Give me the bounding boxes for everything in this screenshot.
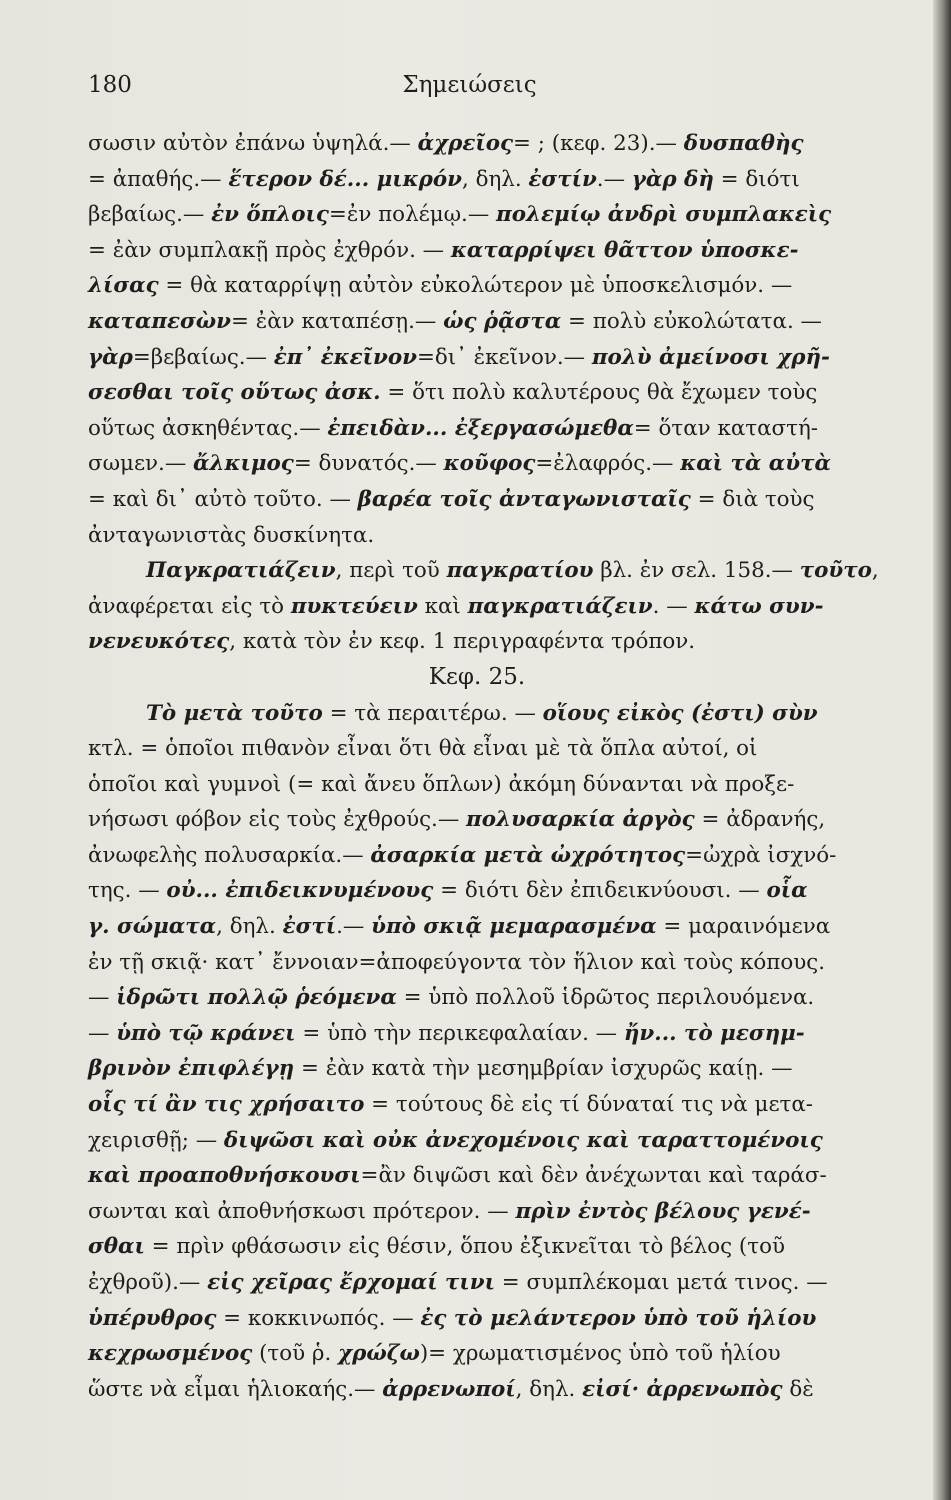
lemma-term: σεσθαι τοῖς οὕτως ἀσκ. <box>88 380 381 406</box>
text-line: σωνται καὶ ἀποθνήσκωσι πρότερον. — πρὶν ἐντὸς βέλους γενέ- <box>88 1198 811 1224</box>
text-line: της. — οὐ... ἐπιδεικνυμένους = διότι δὲν ἐπιδεικνύουσι. — οἷα <box>88 878 808 904</box>
lemma-term: ἄλκιμος <box>193 451 294 477</box>
text-line: σωσιν αὐτὸν ἐπάνω ὑψηλά.— ἀχρεῖος= ; (κεφ. 23).— δυσπαθὴς <box>88 131 804 156</box>
text-line: γ. σώματα, δηλ. ἐστί.— ὑπὸ σκιᾷ μεμαρασμένα = μαραινόμενα <box>88 914 831 940</box>
text-line: καταπεσὼν= ἐὰν καταπέσῃ.— ὡς ῥᾷστα = πολὺ εὐκολώτατα. — <box>88 308 822 334</box>
lemma-term: ἐπ᾽ ἐκεῖνον <box>273 344 417 370</box>
text-line: σεσθαι τοῖς οὕτως ἀσκ. = ὅτι πολὺ καλυτέρους θὰ ἔχωμεν τοὺς <box>88 380 818 406</box>
lemma-term: ἤν... τὸ μεσημ- <box>623 1020 805 1046</box>
lemma-term: διψῶσι καὶ οὐκ ἀνεχομένοις καὶ ταραττομένοις <box>223 1127 823 1153</box>
lemma-term: πρὶν ἐντὸς βέλους γενέ- <box>515 1198 811 1224</box>
lemma-term: καὶ τὰ αὐτὰ <box>680 451 831 477</box>
lemma-term: εἰς χεῖρας ἔρχομαί τινι <box>207 1270 495 1295</box>
lemma-term: ὑπὸ σκιᾷ μεμαρασμένα <box>371 914 657 940</box>
text-line: οὕτως ἀσκηθέντας.— ἐπειδὰν... ἐξεργασώμεθα= ὅταν καταστή- <box>88 415 819 441</box>
lemma-term: ἐπειδὰν... ἐξεργασώμεθα <box>327 415 634 441</box>
lemma-term: οἵους εἰκὸς (ἐστι) σὺν <box>542 700 818 726</box>
lemma-term: βαρέα τοῖς ἀνταγωνισταῖς <box>357 486 691 512</box>
lemma-term: βρινὸν ἐπιφλέγῃ <box>88 1056 295 1082</box>
lemma-term: σθαι <box>88 1234 145 1260</box>
lemma-term: πυκτεύειν <box>290 593 418 619</box>
lemma-term: ἐν ὅπλοις <box>211 202 329 228</box>
lemma-term: πολὺ ἀμείνοσι χρῆ- <box>591 344 830 370</box>
text-line: ἐχθροῦ).— εἰς χεῖρας ἔρχομαί τινι = συμπλέκομαι μετά τινος. — <box>88 1270 828 1295</box>
lemma-term: πολεμίῳ ἀνδρὶ συμπλακεὶς <box>496 202 832 228</box>
lemma-term: γὰρ δὴ <box>631 166 714 192</box>
text-line: = ἐὰν συμπλακῇ πρὸς ἐχθρόν. — καταρρίψει θᾶττον ὑποσκε- <box>88 237 799 263</box>
text-line: ἀνταγωνιστὰς δυσκίνητα. <box>88 522 375 548</box>
text-line: Παγκρατιάζειν, περὶ τοῦ παγκρατίου βλ. ἐν σελ. 158.— τοῦτο, <box>146 558 879 584</box>
lemma-term: ὑπέρυθρος <box>88 1305 217 1331</box>
lemma-term: λίσας <box>88 273 159 299</box>
lemma-term: καταρρίψει θᾶττον ὑποσκε- <box>450 237 799 263</box>
text-line: ἀνωφελὴς πολυσαρκία.— ἀσαρκία μετὰ ὠχρότητος=ὠχρὰ ἰσχνό- <box>88 842 837 868</box>
running-head: Σημειώσεις <box>402 72 537 98</box>
lemma-term: ἐστίν <box>528 166 597 192</box>
lemma-term: ἀσαρκία μετὰ ὠχρότητος <box>370 842 686 868</box>
text-line: ἀναφέρεται εἰς τὸ πυκτεύειν καὶ παγκρατιάζειν. — κάτω συν- <box>88 593 824 619</box>
text-line: κεχρωσμένος (τοῦ ῥ. χρώζω)= χρωματισμένος ὑπὸ τοῦ ἡλίου <box>88 1341 781 1367</box>
lemma-term: πολυσαρκία ἀργὸς <box>466 807 695 833</box>
lemma-term: κοῦφος <box>443 451 536 477</box>
page-body-text <box>88 126 879 1407</box>
text-line: ὑπέρυθρος = κοκκινωπός. — ἐς τὸ μελάντερον ὑπὸ τοῦ ἡλίου <box>88 1305 817 1331</box>
lemma-term: γὰρ <box>88 344 133 370</box>
page-number: 180 <box>88 72 132 98</box>
lemma-term: οἷς τί ἂν τις χρήσαιτο <box>88 1092 365 1118</box>
lemma-term: καταπεσὼν <box>88 308 231 334</box>
chapter-heading: Κεφ. 25. <box>428 663 526 690</box>
lemma-term: κάτω συν- <box>694 593 824 619</box>
text-line: χειρισθῇ; — διψῶσι καὶ οὐκ ἀνεχομένοις καὶ ταραττομένοις <box>88 1127 823 1153</box>
page-edge-shadow <box>933 0 951 1500</box>
text-line: λίσας = θὰ καταρρίψῃ αὐτὸν εὐκολώτερον μὲ ὑποσκελισμόν. — <box>88 273 793 299</box>
text-line: βεβαίως.— ἐν ὅπλοις=ἐν πολέμῳ.— πολεμίῳ ἀνδρὶ συμπλακεὶς <box>88 202 832 228</box>
lemma-term: ἕτερον δέ... μικρόν <box>228 166 462 192</box>
lemma-term: ἐς τὸ μελάντερον ὑπὸ τοῦ ἡλίου <box>420 1305 817 1331</box>
text-line: σωμεν.— ἄλκιμος= δυνατός.— κοῦφος=ἐλαφρός.— καὶ τὰ αὐτὰ <box>88 451 831 477</box>
lemma-term: ὡς ῥᾷστα <box>443 308 562 334</box>
text-line: — ὑπὸ τῷ κράνει = ὑπὸ τὴν περικεφαλαίαν. — ἤν... τὸ μεσημ- <box>88 1020 805 1046</box>
lemma-term: εἰσί· ἀρρενωπὸς <box>582 1376 783 1402</box>
lemma-term: χρώζω <box>338 1341 420 1367</box>
lemma-term: οἷα <box>766 878 808 904</box>
text-line: = καὶ δι᾽ αὐτὸ τοῦτο. — βαρέα τοῖς ἀνταγωνισταῖς = διὰ τοὺς <box>88 486 815 512</box>
lemma-term: νενευκότες <box>88 629 230 655</box>
lemma-term: κεχρωσμένος <box>88 1341 253 1367</box>
lemma-term: τοῦτο <box>799 558 872 584</box>
text-line: ἐν τῇ σκιᾷ· κατ᾽ ἔννοιαν=ἀποφεύγοντα τὸν ἥλιον καὶ τοὺς κόπους. <box>88 949 826 975</box>
text-line: ὥστε νὰ εἶμαι ἡλιοκαής.— ἀρρενωποί, δηλ. εἰσί· ἀρρενωπὸς δὲ <box>88 1376 814 1402</box>
text-line: νενευκότες, κατὰ τὸν ἐν κεφ. 1 περιγραφέντα τρόπον. <box>88 629 696 655</box>
lemma-term: ἀρρενωποί <box>382 1376 516 1402</box>
lemma-term: καὶ προαποθνήσκουσι <box>88 1163 361 1189</box>
text-line: σθαι = πρὶν φθάσωσιν εἰς θέσιν, ὅπου ἐξικνεῖται τὸ βέλος (τοῦ <box>88 1234 785 1260</box>
text-line: ὁποῖοι καὶ γυμνοὶ (= καὶ ἄνευ ὅπλων) ἀκόμη δύνανται νὰ προξε- <box>88 771 795 797</box>
text-line: οἷς τί ἂν τις χρήσαιτο = τούτους δὲ εἰς τί δύναταί τις νὰ μετα- <box>88 1092 814 1118</box>
lemma-term: παγκρατίου <box>446 558 594 584</box>
text-line: Τὸ μετὰ τοῦτο = τὰ περαιτέρω. — οἵους εἰκὸς (ἐστι) σὺν <box>146 700 818 726</box>
text-line: βρινὸν ἐπιφλέγῃ = ἐὰν κατὰ τὴν μεσημβρίαν ἰσχυρῶς καίῃ. — <box>88 1056 793 1082</box>
text-line: νήσωσι φόβον εἰς τοὺς ἐχθρούς.— πολυσαρκία ἀργὸς = ἀδρανής, <box>88 807 826 833</box>
lemma-term: ὑπὸ τῷ κράνει <box>116 1020 296 1046</box>
lemma-term: παγκρατιάζειν <box>467 593 653 619</box>
page-header <box>88 72 851 112</box>
text-line: καὶ προαποθνήσκουσι=ἂν διψῶσι καὶ δὲν ἀνέχωνται καὶ ταράσ- <box>88 1163 827 1189</box>
lemma-term: ἐστί <box>282 914 337 940</box>
text-line: κτλ. = ὁποῖοι πιθανὸν εἶναι ὅτι θὰ εἶναι μὲ τὰ ὅπλα αὐτοί, οἱ <box>88 736 758 762</box>
lemma-term: δυσπαθὴς <box>683 131 804 156</box>
text-line: γὰρ=βεβαίως.— ἐπ᾽ ἐκεῖνον=δι᾽ ἐκεῖνον.— πολὺ ἀμείνοσι χρῆ- <box>88 344 830 370</box>
text-line: — ἱδρῶτι πολλῷ ῥεόμενα = ὑπὸ πολλοῦ ἱδρῶτος περιλουόμενα. <box>88 985 815 1011</box>
lemma-term: οὐ... ἐπιδεικνυμένους <box>166 878 434 904</box>
lemma-term: ἱδρῶτι πολλῷ ῥεόμενα <box>116 985 397 1011</box>
lemma-term: Παγκρατιάζειν <box>146 558 336 584</box>
lemma-term: Τὸ μετὰ τοῦτο <box>146 700 323 726</box>
lemma-term: γ. σώματα <box>88 914 217 940</box>
lemma-term: ἀχρεῖος <box>417 131 514 156</box>
text-line: = ἀπαθής.— ἕτερον δέ... μικρόν, δηλ. ἐστίν.— γὰρ δὴ = διότι <box>88 166 800 192</box>
